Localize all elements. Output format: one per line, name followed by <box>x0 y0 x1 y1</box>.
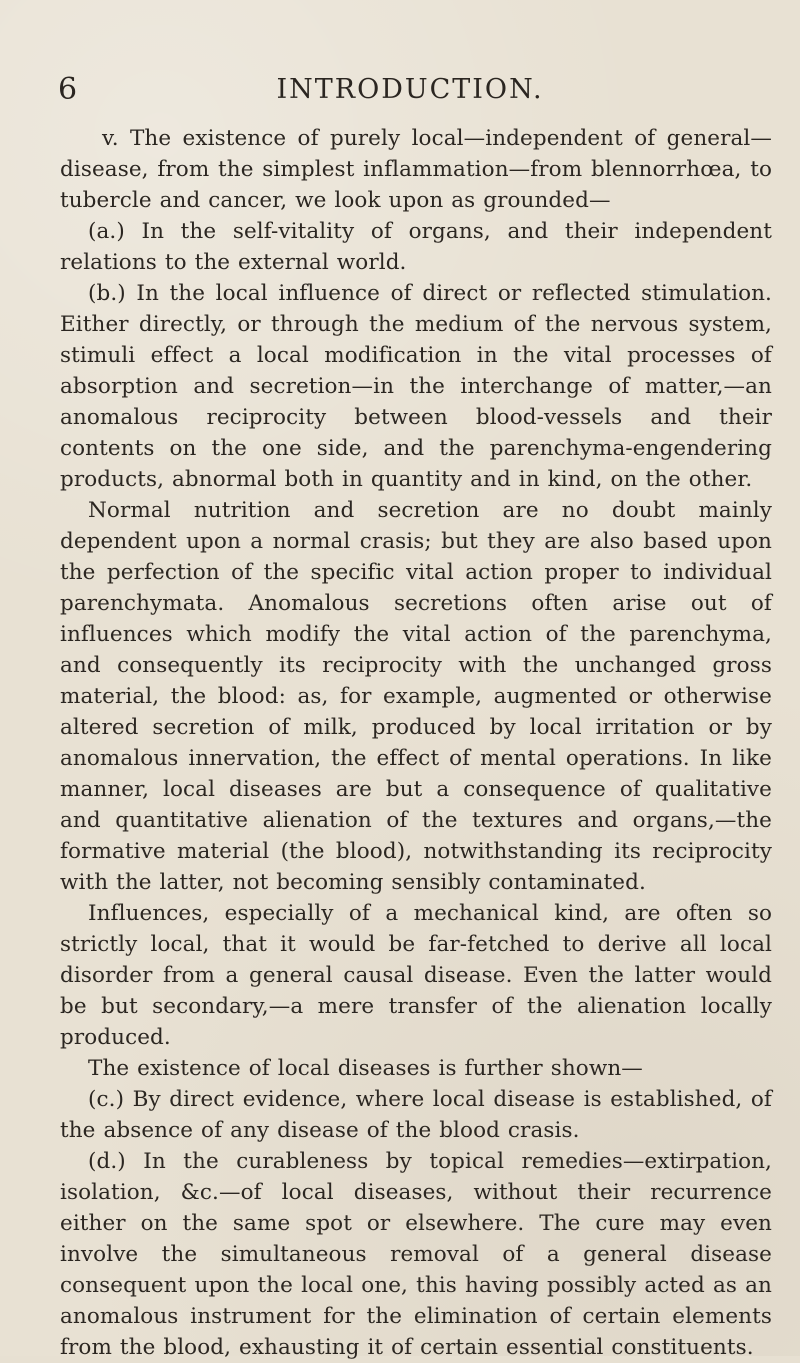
paragraph: (d.) In the curableness by topical remedies—extirpation, isolation, &c.—of local diseases, without their recurrence either on the same spot or elsewhere. The cure may even involve the simultaneous removal of a general disease consequent upon the local one, this having possibly acted as an anomalous instrument for the elimination of certain elements from the blood, exhausting it of certain essential constituents. <box>60 1149 772 1360</box>
paragraph: Influences, especially of a mechanical kind, are often so strictly local, that it would be far-fetched to derive all local disorder from a general causal disease. Even the latter would be but secondary,—a mere transfer of the alienation locally produced. <box>60 901 772 1050</box>
running-head: INTRODUCTION. <box>276 74 544 105</box>
paragraph: Normal nutrition and secretion are no doubt mainly dependent upon a normal crasis; but they are also based upon the perfection of the specific vital action proper to individual parenchymata. Anomalous secretions often arise out of influences which modify the vital action of the parenchyma, and consequently its reciprocity with the unchanged gross material, the blood: as, for example, augmented or otherwise altered secretion of milk, produced by local irritation or by anomalous innervation, the effect of mental operations. In like manner, local diseases are but a consequence of qualitative and quantitative alienation of the textures and organs,—the formative material (the blood), notwithstanding its reciprocity with the latter, not becoming sensibly contaminated. <box>60 498 772 895</box>
paragraph: (b.) In the local influence of direct or reflected stimulation. Either directly, or through the medium of the nervous system, stimuli effect a local modification in the vital processes of absorption and secretion—in the interchange of matter,—an anomalous reciprocity between blood-vessels and their contents on the one side, and the parenchyma-engendering products, abnormal both in quantity and in kind, on the other. <box>60 281 772 492</box>
paragraph: The existence of local diseases is further shown— <box>88 1056 643 1081</box>
body-text <box>60 123 772 1363</box>
page-number: 6 <box>58 72 78 107</box>
paragraph: (c.) By direct evidence, where local disease is established, of the absence of any disease of the blood crasis. <box>60 1087 772 1143</box>
page-header <box>0 72 800 112</box>
paragraph: v. The existence of purely local—independent of general—disease, from the simplest inflammation—from blennorrhœa, to tubercle and cancer, we look upon as grounded— <box>60 126 772 213</box>
paragraph: (a.) In the self-vitality of organs, and their independent relations to the external world. <box>60 219 772 275</box>
